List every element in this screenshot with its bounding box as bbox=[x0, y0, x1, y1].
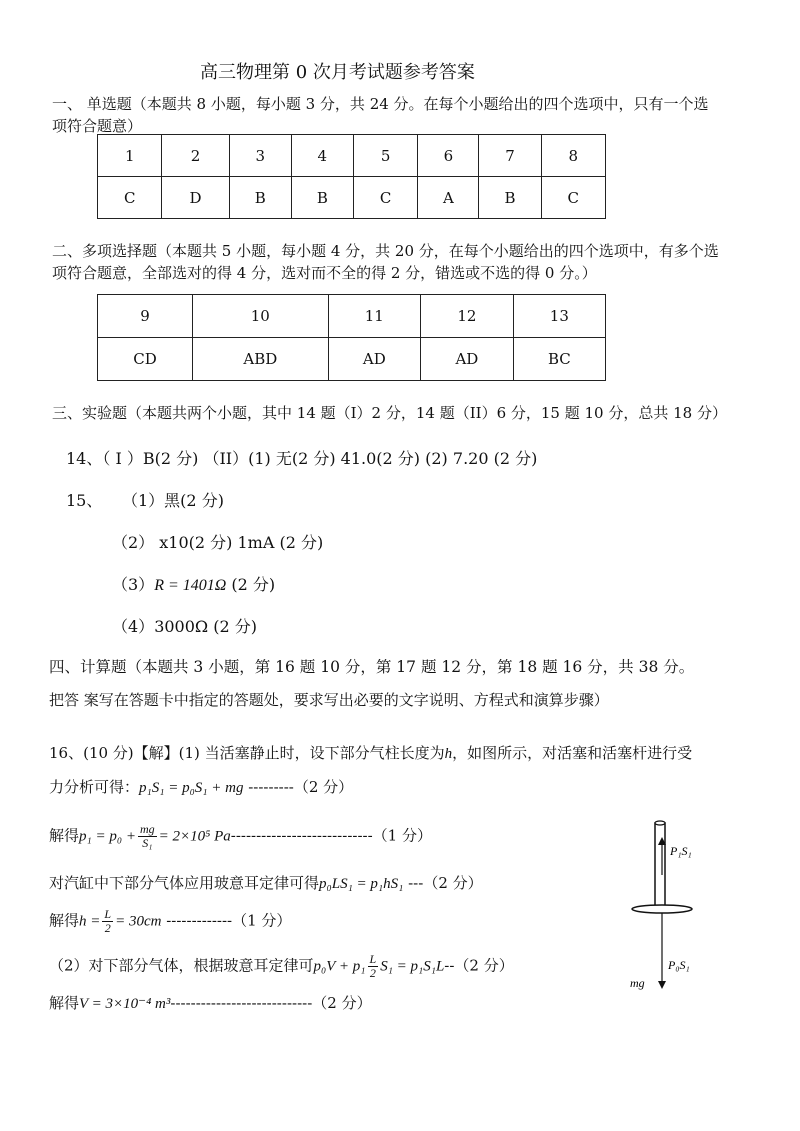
resistance-formula: R = 1401Ω bbox=[154, 577, 227, 594]
multi-choice-answer-table bbox=[97, 294, 606, 381]
text: ，如图所示，对活塞和活塞杆进行受 bbox=[452, 744, 693, 762]
score-note: --（2 分） bbox=[444, 956, 514, 975]
score-note: ----------------------------（2 分） bbox=[170, 994, 372, 1012]
fraction bbox=[368, 953, 379, 980]
text: 16、(10 分)【解】(1) 当活塞静止时，设下部分气柱长度为 bbox=[49, 744, 445, 762]
denominator: 2 bbox=[104, 921, 111, 935]
score-note: ---（2 分） bbox=[403, 874, 483, 892]
score-note: (2 分) bbox=[226, 575, 276, 594]
table-cell: D bbox=[162, 177, 229, 219]
table-cell: 6 bbox=[418, 135, 479, 177]
gravity-label-mg: mg bbox=[630, 976, 645, 990]
equation: h = bbox=[79, 913, 101, 930]
question-15-label: 15、 bbox=[66, 491, 103, 510]
question-16-line4 bbox=[49, 872, 483, 893]
single-choice-answer-table bbox=[97, 134, 606, 219]
score-note: ---------（2 分） bbox=[243, 778, 354, 796]
table-cell: 8 bbox=[541, 135, 605, 177]
numerator: mg bbox=[139, 822, 155, 836]
table-cell: B bbox=[229, 177, 291, 219]
equation: V = 3×10⁻⁴ m³ bbox=[79, 996, 171, 1012]
table-row-numbers bbox=[98, 295, 606, 338]
piston-disk bbox=[632, 905, 692, 913]
table-cell: ABD bbox=[193, 338, 328, 381]
equation: p₁ = p₀ + bbox=[79, 828, 136, 845]
text: 对汽缸中下部分气体应用玻意耳定律可得 bbox=[49, 874, 320, 892]
table-cell: AD bbox=[421, 338, 514, 381]
table-cell: C bbox=[541, 177, 605, 219]
table-cell: BC bbox=[513, 338, 605, 381]
table-cell: A bbox=[418, 177, 479, 219]
rod-top-cap bbox=[655, 821, 665, 825]
table-cell: 5 bbox=[353, 135, 417, 177]
text: 解得 bbox=[49, 826, 80, 845]
equation: p₀V + p₁ bbox=[313, 958, 366, 975]
section4-header-line1: 四、计算题（本题共 3 小题，第 16 题 10 分，第 17 题 12 分，第 18 题 16 分，共 38 分。 bbox=[49, 658, 695, 676]
section1-header-line2: 项符合题意） bbox=[52, 117, 143, 135]
question-15-part4 bbox=[112, 614, 257, 637]
denominator: S₁ bbox=[142, 836, 153, 850]
force-label-p0s1: P₀S₁ bbox=[668, 958, 690, 972]
question-15-part3 bbox=[112, 572, 275, 595]
text: （2）对下部分气体，根据玻意耳定律可 bbox=[49, 956, 314, 975]
equation: p₀LS₁ = p₁hS₁ bbox=[319, 876, 404, 892]
table-cell: 9 bbox=[98, 295, 193, 338]
score-note: (2 分) bbox=[208, 617, 258, 636]
table-cell: 4 bbox=[291, 135, 353, 177]
question-16-line7 bbox=[49, 992, 372, 1013]
section2-header-line1: 二、多项选择题（本题共 5 小题，每小题 4 分，共 20 分，在每个小题给出的四个选项中，有多个选 bbox=[52, 242, 719, 260]
resistance-value: 3000Ω bbox=[154, 617, 209, 636]
question-16-line3 bbox=[49, 823, 432, 850]
question-16-line6 bbox=[49, 953, 514, 980]
table-cell: 3 bbox=[229, 135, 291, 177]
text: 解得 bbox=[49, 994, 80, 1012]
table-cell: 11 bbox=[328, 295, 421, 338]
fraction bbox=[138, 823, 157, 850]
force-label-p1s1: P₁S₁ bbox=[670, 844, 692, 858]
question-16-line1 bbox=[49, 742, 692, 763]
part-label: （4） bbox=[112, 617, 155, 636]
section1-header-line1: 一、 单选题（本题共 8 小题，每小题 3 分，共 24 分。在每个小题给出的四个选项中，只有一个选 bbox=[52, 95, 709, 113]
table-row-answers bbox=[98, 177, 606, 219]
section3-header: 三、实验题（本题共两个小题，其中 14 题（I）2 分，14 题（II）6 分，15 题 10 分，总共 18 分） bbox=[52, 404, 727, 422]
piston-rod bbox=[655, 823, 665, 907]
question-16-line2 bbox=[49, 776, 353, 797]
equation: p₁S₁ = p₀S₁ + mg bbox=[139, 780, 244, 796]
question-15-part2: （2） x10(2 分) 1mA (2 分) bbox=[112, 533, 324, 552]
page-title: 高三物理第 0 次月考试题参考答案 bbox=[200, 62, 475, 83]
table-cell: C bbox=[353, 177, 417, 219]
table-cell: 2 bbox=[162, 135, 229, 177]
table-row-numbers bbox=[98, 135, 606, 177]
equation: = 30cm bbox=[115, 913, 162, 930]
text: 力分析可得： bbox=[49, 778, 140, 796]
equation: S₁ = p₁S₁L bbox=[380, 958, 445, 975]
question-14-answer: 14、（ I ）B(2 分) （II）(1) 无(2 分) 41.0(2 分) (2) 7.20 (2 分) bbox=[66, 449, 538, 468]
table-cell: 12 bbox=[421, 295, 514, 338]
section2-header-line2: 项符合题意，全部选对的得 4 分，选对而不全的得 2 分，错选或不选的得 0 分。） bbox=[52, 264, 597, 282]
piston-force-diagram bbox=[620, 815, 730, 995]
table-cell: C bbox=[98, 177, 162, 219]
variable-h: h bbox=[444, 746, 453, 762]
table-cell: 10 bbox=[193, 295, 328, 338]
fraction bbox=[102, 908, 113, 935]
question-16-line5 bbox=[49, 908, 291, 935]
table-cell: 13 bbox=[513, 295, 605, 338]
table-cell: B bbox=[479, 177, 541, 219]
table-cell: CD bbox=[98, 338, 193, 381]
numerator: L bbox=[369, 952, 377, 966]
numerator: L bbox=[104, 907, 112, 921]
table-row-answers bbox=[98, 338, 606, 381]
text: 解得 bbox=[49, 911, 80, 930]
table-cell: 1 bbox=[98, 135, 162, 177]
part-label: （3） bbox=[112, 575, 155, 594]
denominator: 2 bbox=[369, 966, 376, 980]
section4-header-line2: 把答 案写在答题卡中指定的答题处，要求写出必要的文字说明、方程式和演算步骤） bbox=[49, 691, 609, 709]
score-note: -------------（1 分） bbox=[161, 911, 292, 930]
equation: = 2×10⁵ Pa bbox=[158, 828, 231, 845]
table-cell: B bbox=[291, 177, 353, 219]
score-note: ----------------------------（1 分） bbox=[230, 826, 432, 845]
table-cell: 7 bbox=[479, 135, 541, 177]
table-cell: AD bbox=[328, 338, 421, 381]
question-15-part1: （1）黑(2 分) bbox=[122, 491, 224, 510]
